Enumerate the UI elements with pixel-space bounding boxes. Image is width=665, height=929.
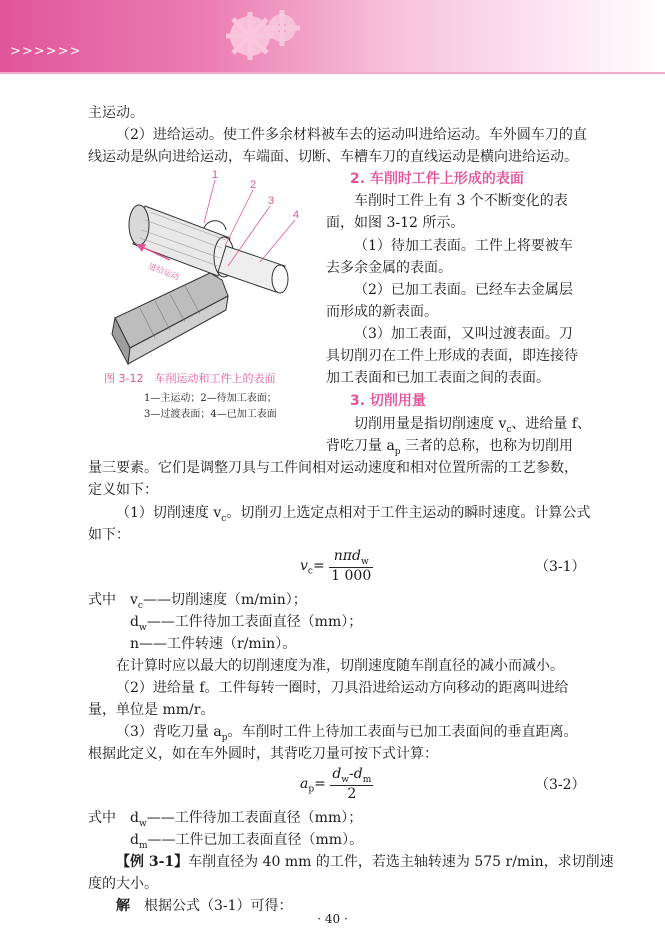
page-number: · 40 · (317, 912, 348, 926)
text-line: 定义如下： (88, 482, 158, 498)
text-line: 如下： (88, 527, 130, 543)
figure-label: 2 (250, 179, 257, 191)
text-line: 量三要素。它们是调整刀具与工件间相对运动速度和相对位置所需的工艺参数， (88, 460, 578, 476)
text-line: 具切削刃在工件上形成的表面，即连接待 (326, 348, 578, 364)
text-line: （1）待加工表面。工件上将要被车 (354, 238, 573, 254)
where-line: 式中 $d_w——$工件待加工表面直径（mm）； (88, 810, 363, 829)
text-line: （2）进给量 f。工件每转一圈时，刀具沿进给运动方向移动的距离叫进给 (116, 680, 569, 696)
text-line: （2）进给运动。使工件多余材料被车去的运动叫进给运动。车外圆车刀的直 (116, 127, 587, 143)
equation-number: （3-2） (535, 777, 586, 793)
formula-3-2: $a_p=$ $\frac{d_w-d_m}{2}$ (300, 766, 372, 802)
gears-icon (220, 6, 310, 64)
text-line: （1）切削速度 $v_c$。切削刃上选定点相对于工件主运动的瞬时速度。计算公式 (116, 505, 591, 524)
section-heading: 2. 车削时工件上形成的表面 (350, 171, 524, 187)
text-line: 而形成的新表面。 (326, 304, 438, 320)
figure-label: 1 (212, 169, 219, 181)
example-line: 【例 3-1】车削直径为 40 mm 的工件，若选主轴转速为 575 r/min，求切削速 (116, 854, 614, 870)
text-line: 加工表面和已加工表面之间的表面。 (326, 370, 550, 386)
text-line: （3）背吃刀量 $a_p$。车削时工件上待加工表面与已加工表面间的垂直距离。 (116, 724, 578, 743)
where-line: n——工件转速（r/min）。 (130, 636, 297, 652)
solution-line: 解 根据公式（3-1）可得： (116, 898, 293, 914)
where-line: 式中 $v_c——$切削速度（m/min）； (88, 592, 307, 611)
text-line: 主运动。 (88, 105, 144, 121)
equation-number: （3-1） (535, 559, 586, 575)
header-divider (0, 72, 665, 74)
formula-3-1: $v_c=$ $\frac{n\pi d_w}{1 000}$ (300, 548, 372, 584)
text-line: （3）加工表面，又叫过渡表面。刀 (354, 326, 573, 342)
text-line: 切削用量是指切削速度 $v_c$、进给量 f、 (354, 416, 592, 435)
text-line: 车削时工件上有 3 个不断变化的表 (354, 193, 568, 209)
feed-arrow-label: 进给运动 (147, 261, 181, 282)
text-line: 度的大小。 (88, 876, 158, 892)
text-line: （2）已加工表面。已经车去金属层 (354, 282, 573, 298)
page-header (0, 0, 665, 72)
text-line: 去多余金属的表面。 (326, 260, 452, 276)
where-line: $d_m——$工件已加工表面直径（mm）。 (130, 832, 364, 851)
text-line: 量，单位是 mm/r。 (88, 702, 215, 718)
text-line: 线运动是纵向进给运动，车端面、切断、车槽车刀的直线运动是横向进给运动。 (88, 149, 578, 165)
text-line: 背吃刀量 $a_p$ 三者的总称，也称为切削用 (326, 438, 574, 457)
figure-label: 4 (293, 209, 300, 221)
text-line: 在计算时应以最大的切削速度为准，切削速度随车削直径的减小而减小。 (116, 658, 564, 674)
text-line: 根据此定义，如在车外圆时，其背吃刀量可按下式计算： (88, 746, 438, 762)
figure-label: 3 (268, 195, 275, 207)
header-arrows: >>>>>> (10, 44, 82, 59)
text-line: 面，如图 3-12 所示。 (326, 215, 465, 231)
figure-legend: 3—过渡表面；4—已加工表面 (144, 409, 277, 420)
figure-caption: 图 3-12 车削运动和工件上的表面 (104, 372, 276, 385)
section-heading: 3. 切削用量 (350, 393, 426, 409)
turning-figure (100, 168, 310, 366)
figure-legend: 1—主运动；2—待加工表面； (144, 393, 277, 404)
where-line: $d_w——$工件待加工表面直径（mm）； (130, 614, 363, 633)
